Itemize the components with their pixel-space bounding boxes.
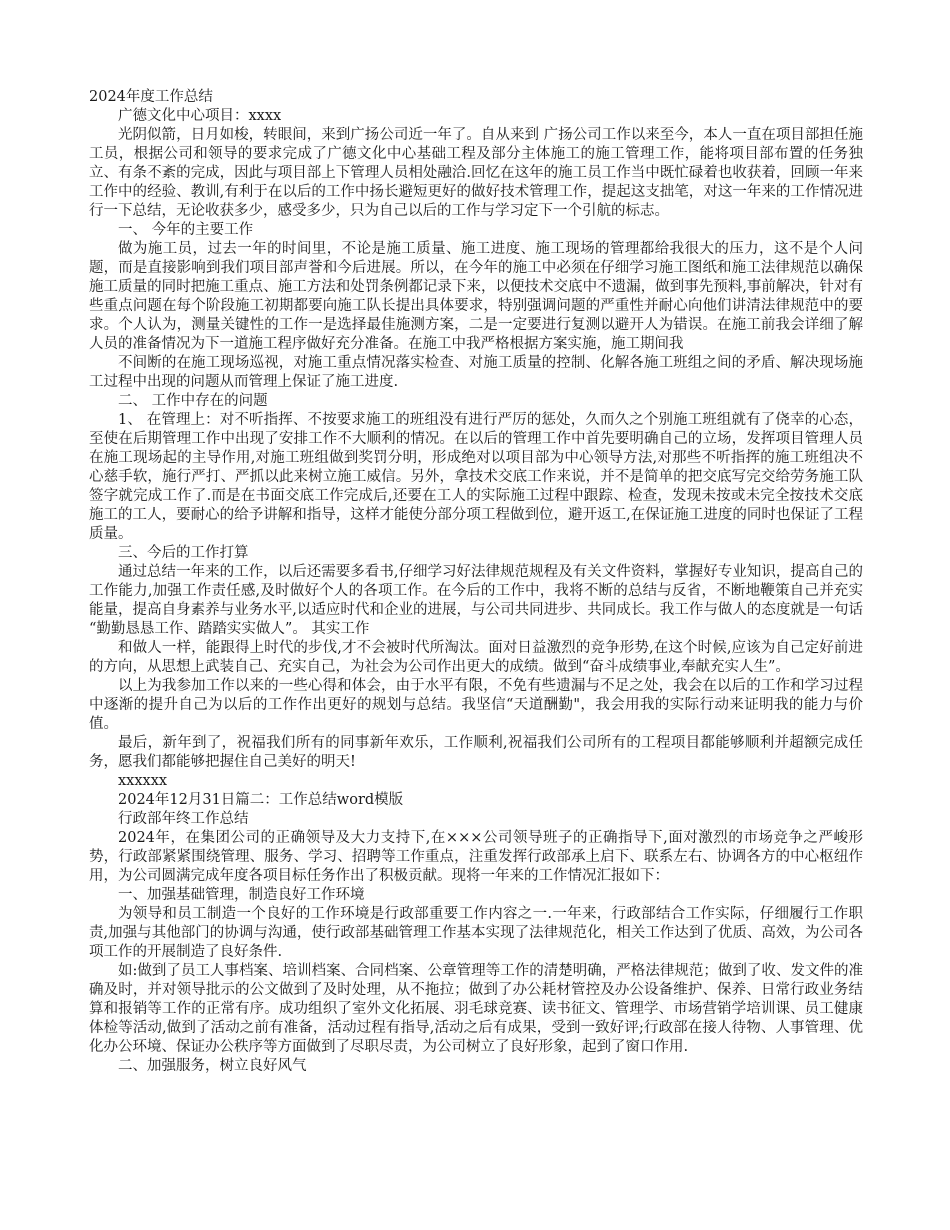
- section-heading-2: 二、 工作中存在的问题: [118, 393, 268, 409]
- document-page: [89, 88, 863, 1076]
- section-3-paragraph-1: 通过总结一年来的工作，以后还需要多看书,仔细学习好法律规范规程及有关文件资料，掌握好专业知识，提高自己的工作能力,加强工作责任感,及时做好个人的各项工作。在今后的工作中，我将不断的总结与反省，不断地鞭策自己并充实能量，提高自身素养与业务水平,以适应时代和企业的进展，与公司共同进步、共同成长。我工作与做人的态度就是一句话 “勤勤恳恳工作、踏踏实实做人”。 其实工作: [89, 564, 863, 637]
- second-document-title: 行政部年终工作总结: [118, 811, 249, 827]
- second-section-heading-2: 二、加强服务，树立良好风气: [118, 1058, 307, 1074]
- second-section-1-paragraph-2: 如:做到了员工人事档案、培训档案、合同档案、公章管理等工作的清楚明确，严格法律规范；做到了收、发文件的准确及时，并对领导批示的公文做到了及时处理，从不拖拉；做到了办公耗材管控及办公设备维护、保养、日常行政业务结算和报销等工作的正常有序。成功组织了室外文化拓展、羽毛球竞赛、读书征文、管理学、市场营销学培训课、员工健康体检等活动,做到了活动之前有准备，活动过程有指导,活动之后有成果，受到一致好评;行政部在接人待物、人事管理、优化办公环境、保证办公秩序等方面做到了尽职尽责，为公司树立了良好形象，起到了窗口作用.: [89, 963, 863, 1055]
- section-1-paragraph-2: 不间断的在施工现场巡视，对施工重点情况落实检查、对施工质量的控制、化解各施工班组之间的矛盾、解决现场施工过程中出现的问题从而管理上保证了施工进度.: [89, 355, 863, 390]
- project-line: 广德文化中心项目：xxxx: [118, 108, 282, 124]
- second-section-heading-1: 一、加强基础管理，制造良好工作环境: [118, 887, 365, 903]
- closing-paragraph: 最后，新年到了，祝福我们所有的同事新年欢乐，工作顺利,祝福我们公司所有的工程项目都能够顺利并超额完成任务，愿我们都能够把握住自己美好的明天!: [89, 735, 863, 770]
- section-3-paragraph-3: 以上为我参加工作以来的一些心得和体会，由于水平有限，不免有些遗漏与不足之处，我会在以后的工作和学习过程中逐渐的提升自己为以后的工作作出更好的规划与总结。我坚信“天道酬勤"，我会用我的实际行动来证明我的能力与价值。: [89, 678, 863, 732]
- second-intro-paragraph: 2024年，在集团公司的正确领导及大力支持下,在×××公司领导班子的正确指导下,面对激烈的市场竞争之严峻形势，行政部紧紧围绕管理、服务、学习、招聘等工作重点，注重发挥行政部承上启下、联系左右、协调各方的中心枢纽作用，为公司圆满完成年度各项目标任务作出了积极贡献。现将一年来的工作情况汇报如下：: [89, 830, 863, 884]
- section-3-paragraph-2: 和做人一样，能跟得上时代的步伐,才不会被时代所淘汰。面对日益激烈的竞争形势,在这个时候,应该为自己定好前进的方向，从思想上武装自己、充实自己，为社会为公司作出更大的成绩。做到“奋斗成绩事业,奉献充实人生”。: [89, 640, 863, 675]
- intro-paragraph: 光阴似箭，日月如梭，转眼间，来到广扬公司近一年了。自从来到 广扬公司工作以来至今，本人一直在项目部担任施工员，根据公司和领导的要求完成了广德文化中心基础工程及部分主体施工的施工管理工作，能将项目部布置的任务独立、有条不紊的完成，因此与项目部上下管理人员相处融洽.回忆在这年的施工员工作当中既忙碌着也收获着，回顾一年来工作中的经验、教训,有利于在以后的工作中扬长避短更好的做好技术管理工作，提起这支拙笔，对这一年来的工作情况进行一下总结，无论收获多少，感受多少，只为自己以后的工作与学习定下一个引航的标志。: [89, 127, 863, 219]
- section-heading-3: 三、今后的工作打算: [118, 545, 249, 561]
- second-section-1-paragraph-1: 为领导和员工制造一个良好的工作环境是行政部重要工作内容之一.一年来，行政部结合工作实际，仔细履行工作职责,加强与其他部门的协调与沟通，使行政部基础管理工作基本实现了法律规范化，相关工作达到了优质、高效，为公司各项工作的开展制造了良好条件.: [89, 906, 863, 960]
- document-title: 2024年度工作总结: [89, 89, 213, 105]
- signature: xxxxxx: [118, 773, 168, 789]
- section-heading-1: 一、 今年的主要工作: [118, 222, 254, 238]
- section-1-paragraph-1: 做为施工员，过去一年的时间里，不论是施工质量、施工进度、施工现场的管理都给我很大的压力，这不是个人问题，而是直接影响到我们项目部声誉和今后进展。所以，在今年的施工中必须在仔细学习施工图纸和施工法律规范以确保施工质量的同时把施工重点、施工方法和处罚条例都记录下来，以便技术交底中不遗漏，做到事先预料,事前解决，针对有些重点问题在每个阶段施工初期都要向施工队长提出具体要求，特别强调问题的严重性并耐心向他们讲清法律规范中的要求。个人认为，测量关键性的工作一是选择最佳施测方案，二是一定要进行复测以避开人为错误。在施工前我会详细了解人员的准备情况为下一道施工程序做好充分准备。在施工中我严格根据方案实施，施工期间我: [89, 241, 863, 352]
- section-2-paragraph-1: 1、 在管理上：对不听指挥、不按要求施工的班组没有进行严厉的惩处，久而久之个别施工班组就有了侥幸的心态，至使在后期管理工作中出现了安排工作不大顺利的情况。在以后的管理工作中首先要明确自己的立场，发挥项目管理人员在施工现场起的主导作用,对施工班组做到奖罚分明，形成绝对以项目部为中心领导方法,对那些不听指挥的施工班组决不心慈手软，施行严打、严抓以此来树立施工威信。另外，拿技术交底工作来说，并不是简单的把交底写完交给劳务施工队签字就完成工作了.而是在书面交底工作完成后,还要在工人的实际施工过程中跟踪、检查，发现未按或未完全按技术交底施工的工人，要耐心的给予讲解和指导，这样才能使分部分项工程做到位，避开返工,在保证施工进度的同时也保证了工程质量。: [89, 412, 863, 542]
- date-line: 2024年12月31日篇二：工作总结word模版: [118, 792, 404, 808]
